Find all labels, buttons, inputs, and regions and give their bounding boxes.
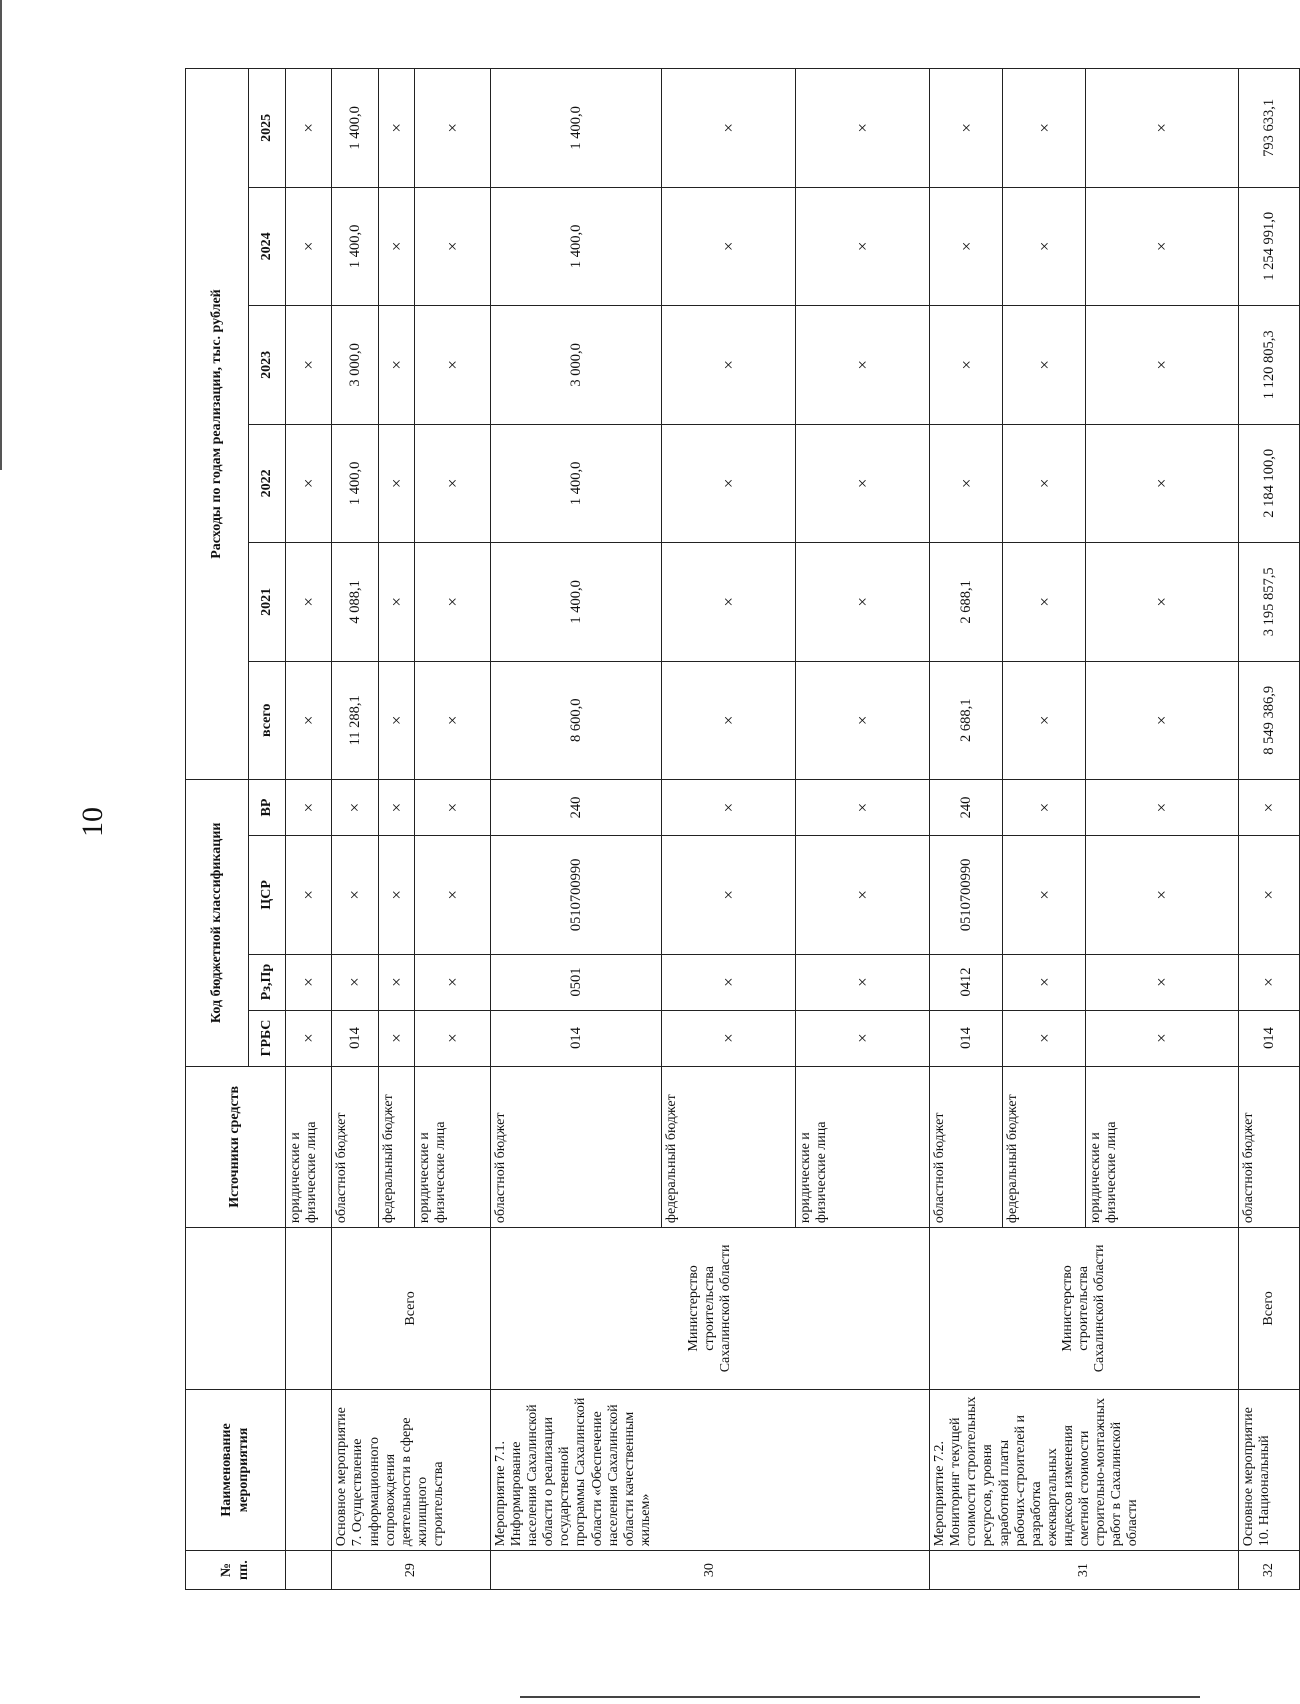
header-code-group: Код бюджетной классификации xyxy=(186,780,249,1067)
header-row-1 xyxy=(186,69,249,1590)
cell-2025: × xyxy=(661,69,795,188)
cell-2023: × xyxy=(796,306,930,424)
scan-left-edge xyxy=(0,0,2,470)
cell-vr: × xyxy=(332,780,378,836)
cell-2021: 1 400,0 xyxy=(490,543,661,661)
cell-2024: × xyxy=(1086,187,1239,305)
header-2025: 2025 xyxy=(249,69,286,188)
cell-grbs: × xyxy=(1086,1010,1239,1066)
cell-rzpr: × xyxy=(378,954,415,1010)
cell-source: областной бюджет xyxy=(1238,1066,1299,1228)
cell-rzpr: × xyxy=(1003,954,1086,1010)
cell-2023: 3 000,0 xyxy=(332,306,378,424)
cell-executor: Всего xyxy=(1238,1228,1299,1390)
cell-2024: × xyxy=(415,187,491,305)
cell-2022: × xyxy=(796,424,930,542)
cell-csr: × xyxy=(796,836,930,954)
cell-2023: × xyxy=(378,306,415,424)
cell-csr: × xyxy=(378,836,415,954)
cell-total: × xyxy=(286,661,332,779)
cell-vr: × xyxy=(1086,780,1239,836)
cell-rzpr: × xyxy=(1238,954,1299,1010)
cell-name: Мероприятие 7.1. Информирование населения Сахалинской области о реализации государственной программы Сахалинской области «Обеспечение населения Сахалинской области качественным жильем» xyxy=(490,1389,929,1551)
cell-csr: 0510700990 xyxy=(490,836,661,954)
cell-2023: 1 120 805,3 xyxy=(1238,306,1299,424)
cell-total: × xyxy=(796,661,930,779)
cell-total: × xyxy=(415,661,491,779)
cell-rzpr: 0501 xyxy=(490,954,661,1010)
cell-executor xyxy=(286,1228,332,1390)
cell-2025: 1 400,0 xyxy=(490,69,661,188)
cell-grbs: 014 xyxy=(1238,1010,1299,1066)
cell-2021: × xyxy=(286,543,332,661)
header-vr: ВР xyxy=(249,780,286,836)
cell-2024: 1 400,0 xyxy=(490,187,661,305)
cell-2023: × xyxy=(930,306,1003,424)
header-sources: Источники средств xyxy=(186,1066,286,1228)
cell-2022: × xyxy=(1086,424,1239,542)
cell-grbs: × xyxy=(1003,1010,1086,1066)
cell-2023: × xyxy=(286,306,332,424)
cell-name: Основное мероприятие 7. Осуществление информационного сопровождения деятельности в сфере жилищного строительства xyxy=(332,1389,491,1551)
cell-2025: × xyxy=(930,69,1003,188)
cell-num: 29 xyxy=(332,1551,491,1590)
cell-2024: 1 254 991,0 xyxy=(1238,187,1299,305)
header-expenses-group: Расходы по годам реализации, тыс. рублей xyxy=(186,69,249,780)
table-row xyxy=(930,69,1003,1590)
header-executor xyxy=(186,1228,286,1390)
cell-rzpr: × xyxy=(796,954,930,1010)
cell-2021: × xyxy=(378,543,415,661)
cell-vr: × xyxy=(1238,780,1299,836)
cell-vr: × xyxy=(1003,780,1086,836)
cell-total: 8 549 386,9 xyxy=(1238,661,1299,779)
header-2024: 2024 xyxy=(249,187,286,305)
cell-source: областной бюджет xyxy=(332,1066,378,1228)
cell-2025: 1 400,0 xyxy=(332,69,378,188)
cell-2022: × xyxy=(415,424,491,542)
cell-executor: Министерство строительства Сахалинской области xyxy=(490,1228,929,1390)
cell-2024: × xyxy=(661,187,795,305)
cell-source: федеральный бюджет xyxy=(661,1066,795,1228)
cell-2025: 793 633,1 xyxy=(1238,69,1299,188)
cell-rzpr: × xyxy=(661,954,795,1010)
header-2022: 2022 xyxy=(249,424,286,542)
cell-2024: × xyxy=(930,187,1003,305)
cell-2021: 3 195 857,5 xyxy=(1238,543,1299,661)
cell-name: Мероприятие 7.2. Мониторинг текущей стоимости строительных ресурсов, уровня заработной платы рабочих-строителей и разработка ежеквартальных индексов изменения сметной стоимости строительно-монтажных работ в Сахалинской области xyxy=(930,1389,1239,1551)
scan-bottom-edge xyxy=(520,1696,1200,1698)
cell-csr: × xyxy=(1238,836,1299,954)
header-grbs: ГРБС xyxy=(249,1010,286,1066)
cell-2022: × xyxy=(661,424,795,542)
cell-vr: × xyxy=(286,780,332,836)
table-row xyxy=(286,69,332,1590)
header-csr: ЦСР xyxy=(249,836,286,954)
cell-2024: × xyxy=(796,187,930,305)
cell-2022: 2 184 100,0 xyxy=(1238,424,1299,542)
rotated-table-wrapper xyxy=(185,68,1300,1590)
cell-vr: × xyxy=(415,780,491,836)
cell-2023: × xyxy=(661,306,795,424)
expenses-table xyxy=(185,68,1300,1590)
cell-csr: × xyxy=(1003,836,1086,954)
cell-vr: × xyxy=(661,780,795,836)
cell-total: 11 288,1 xyxy=(332,661,378,779)
cell-csr: × xyxy=(661,836,795,954)
cell-total: × xyxy=(661,661,795,779)
cell-executor: Всего xyxy=(332,1228,491,1390)
cell-csr: 0510700990 xyxy=(930,836,1003,954)
cell-executor: Министерство строительства Сахалинской области xyxy=(930,1228,1239,1390)
cell-2022: × xyxy=(930,424,1003,542)
cell-2022: × xyxy=(378,424,415,542)
cell-csr: × xyxy=(1086,836,1239,954)
cell-vr: × xyxy=(796,780,930,836)
cell-2022: 1 400,0 xyxy=(332,424,378,542)
cell-total: × xyxy=(378,661,415,779)
cell-2024: × xyxy=(286,187,332,305)
cell-2023: × xyxy=(1003,306,1086,424)
table-row xyxy=(1238,69,1299,1590)
cell-2021: × xyxy=(796,543,930,661)
cell-2023: × xyxy=(1086,306,1239,424)
header-rzpr: Рз,Пр xyxy=(249,954,286,1010)
cell-2025: × xyxy=(796,69,930,188)
cell-grbs: × xyxy=(415,1010,491,1066)
cell-2022: × xyxy=(286,424,332,542)
cell-name xyxy=(286,1389,332,1551)
header-2021: 2021 xyxy=(249,543,286,661)
cell-num xyxy=(286,1551,332,1590)
cell-2021: × xyxy=(661,543,795,661)
header-2023: 2023 xyxy=(249,306,286,424)
cell-2025: × xyxy=(415,69,491,188)
cell-grbs: 014 xyxy=(930,1010,1003,1066)
cell-source: федеральный бюджет xyxy=(1003,1066,1086,1228)
cell-2021: × xyxy=(415,543,491,661)
cell-2023: 3 000,0 xyxy=(490,306,661,424)
cell-rzpr: × xyxy=(286,954,332,1010)
cell-total: 2 688,1 xyxy=(930,661,1003,779)
cell-num: 31 xyxy=(930,1551,1239,1590)
cell-vr: × xyxy=(378,780,415,836)
cell-source: юридические и физические лица xyxy=(415,1066,491,1228)
cell-2021: 4 088,1 xyxy=(332,543,378,661)
cell-rzpr: × xyxy=(1086,954,1239,1010)
cell-2021: × xyxy=(1003,543,1086,661)
cell-total: × xyxy=(1003,661,1086,779)
cell-source: областной бюджет xyxy=(490,1066,661,1228)
cell-source: областной бюджет xyxy=(930,1066,1003,1228)
table-row xyxy=(490,69,661,1590)
cell-2025: × xyxy=(286,69,332,188)
header-num: № пп. xyxy=(186,1551,286,1590)
table-row xyxy=(332,69,378,1590)
cell-2025: × xyxy=(1086,69,1239,188)
cell-rzpr: 0412 xyxy=(930,954,1003,1010)
cell-num: 30 xyxy=(490,1551,929,1590)
header-total: всего xyxy=(249,661,286,779)
cell-source: федеральный бюджет xyxy=(378,1066,415,1228)
cell-2024: 1 400,0 xyxy=(332,187,378,305)
cell-2025: × xyxy=(1003,69,1086,188)
cell-grbs: × xyxy=(286,1010,332,1066)
cell-2025: × xyxy=(378,69,415,188)
cell-csr: × xyxy=(332,836,378,954)
cell-name: Основное мероприятие 10. Национальный xyxy=(1238,1389,1299,1551)
cell-source: юридические и физические лица xyxy=(286,1066,332,1228)
header-name: Наименование мероприятия xyxy=(186,1389,286,1551)
cell-2022: × xyxy=(1003,424,1086,542)
cell-2024: × xyxy=(378,187,415,305)
cell-2024: × xyxy=(1003,187,1086,305)
cell-rzpr: × xyxy=(332,954,378,1010)
cell-total: 8 600,0 xyxy=(490,661,661,779)
cell-2022: 1 400,0 xyxy=(490,424,661,542)
cell-grbs: 014 xyxy=(332,1010,378,1066)
cell-vr: 240 xyxy=(490,780,661,836)
cell-rzpr: × xyxy=(415,954,491,1010)
cell-2023: × xyxy=(415,306,491,424)
cell-2021: × xyxy=(1086,543,1239,661)
cell-num: 32 xyxy=(1238,1551,1299,1590)
cell-source: юридические и физические лица xyxy=(1086,1066,1239,1228)
cell-total: × xyxy=(1086,661,1239,779)
cell-grbs: × xyxy=(796,1010,930,1066)
cell-source: юридические и физические лица xyxy=(796,1066,930,1228)
cell-csr: × xyxy=(415,836,491,954)
cell-2021: 2 688,1 xyxy=(930,543,1003,661)
cell-vr: 240 xyxy=(930,780,1003,836)
page-number: 10 xyxy=(76,807,109,837)
cell-csr: × xyxy=(286,836,332,954)
cell-grbs: × xyxy=(661,1010,795,1066)
cell-grbs: 014 xyxy=(490,1010,661,1066)
cell-grbs: × xyxy=(378,1010,415,1066)
